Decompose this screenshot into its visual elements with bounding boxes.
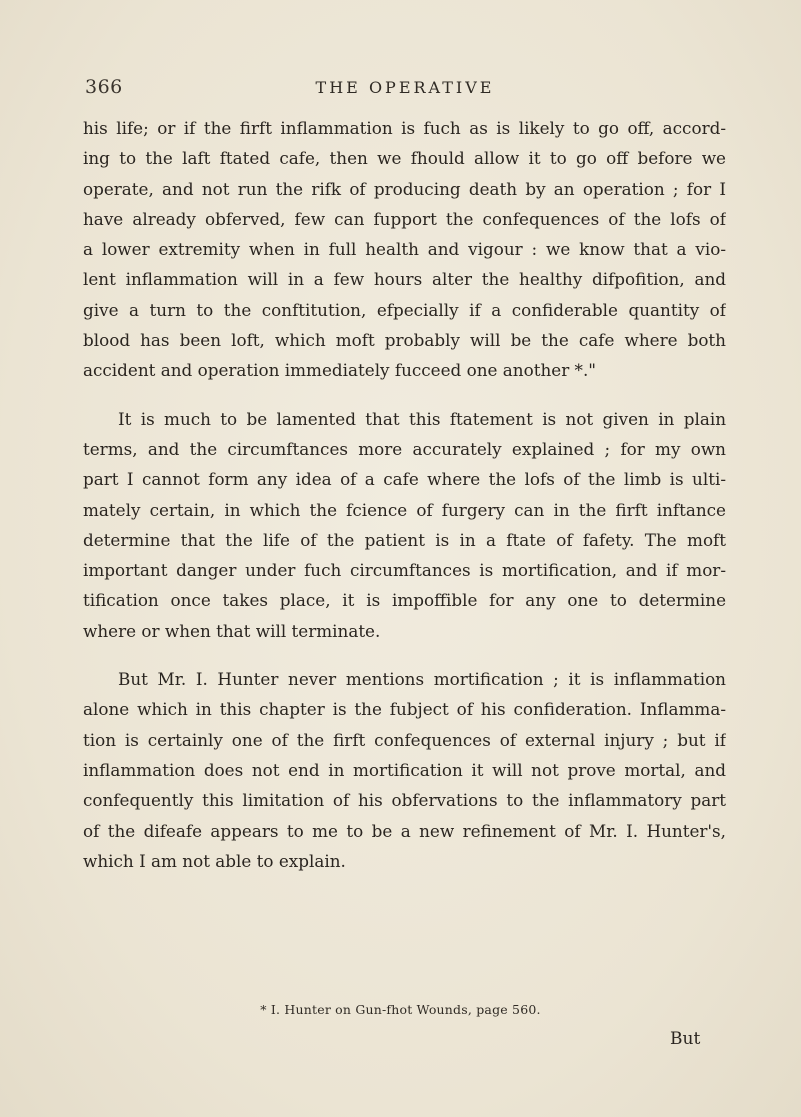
catchword: But [670, 1029, 701, 1049]
text-line: tion is certainly one of the firft confequences of external injury ; but if [83, 729, 726, 750]
text-line: where or when that will terminate. [83, 620, 381, 641]
text-line: a lower extremity when in full health and vigour : we know that a vio- [83, 239, 726, 260]
text-line: It is much to be lamented that this ftatement is not given in plain [118, 408, 726, 429]
text-line: tification once takes place, it is impoffible for any one to determine [83, 590, 726, 611]
text-line: But Mr. I. Hunter never mentions mortification ; it is inflammation [118, 669, 726, 690]
body-text [83, 113, 726, 876]
text-line: important danger under fuch circumftances is mortification, and if mor- [83, 560, 726, 581]
text-line: accident and operation immediately fucceed one another *." [83, 360, 596, 381]
text-line: have already obferved, few can fupport the confequences of the lofs of [83, 208, 726, 229]
footnote: * I. Hunter on Gun-fhot Wounds, page 560. [260, 1002, 541, 1017]
page-number: 366 [85, 76, 123, 98]
paragraph-2 [83, 404, 726, 646]
text-line: ing to the laft ftated cafe, then we fhould allow it to go off before we [83, 148, 726, 169]
text-line: mately certain, in which the fcience of furgery can in the firft inftance [83, 499, 726, 520]
text-line: terms, and the circumftances more accurately explained ; for my own [83, 438, 726, 459]
running-head: THE OPERATIVE [315, 78, 495, 97]
text-line: confequently this limitation of his obfervations to the inflammatory part [83, 790, 726, 811]
text-line: his life; or if the firft inflammation is fuch as is likely to go off, accord- [83, 118, 726, 138]
text-line: inflammation does not end in mortification it will not prove mortal, and [83, 759, 726, 780]
text-line: give a turn to the conftitution, efpecially if a confiderable quantity of [83, 299, 726, 320]
page-header [85, 76, 725, 104]
text-line: operate, and not run the rifk of producing death by an operation ; for I [83, 178, 726, 199]
text-line: lent inflammation will in a few hours alter the healthy difpofition, and [83, 269, 726, 290]
paragraph-3 [83, 664, 726, 876]
text-line: determine that the life of the patient is in a ftate of fafety. The moft [83, 529, 726, 550]
text-line: alone which in this chapter is the fubject of his confideration. Inflamma- [83, 699, 726, 720]
text-line: which I am not able to explain. [83, 850, 346, 871]
text-line: of the difeafe appears to me to be a new refinement of Mr. I. Hunter's, [83, 820, 726, 841]
text-line: blood has been loft, which moft probably will be the cafe where both [83, 330, 726, 351]
text-line: part I cannot form any idea of a cafe where the lofs of the limb is ulti- [83, 469, 726, 490]
paragraph-1 [83, 113, 726, 386]
